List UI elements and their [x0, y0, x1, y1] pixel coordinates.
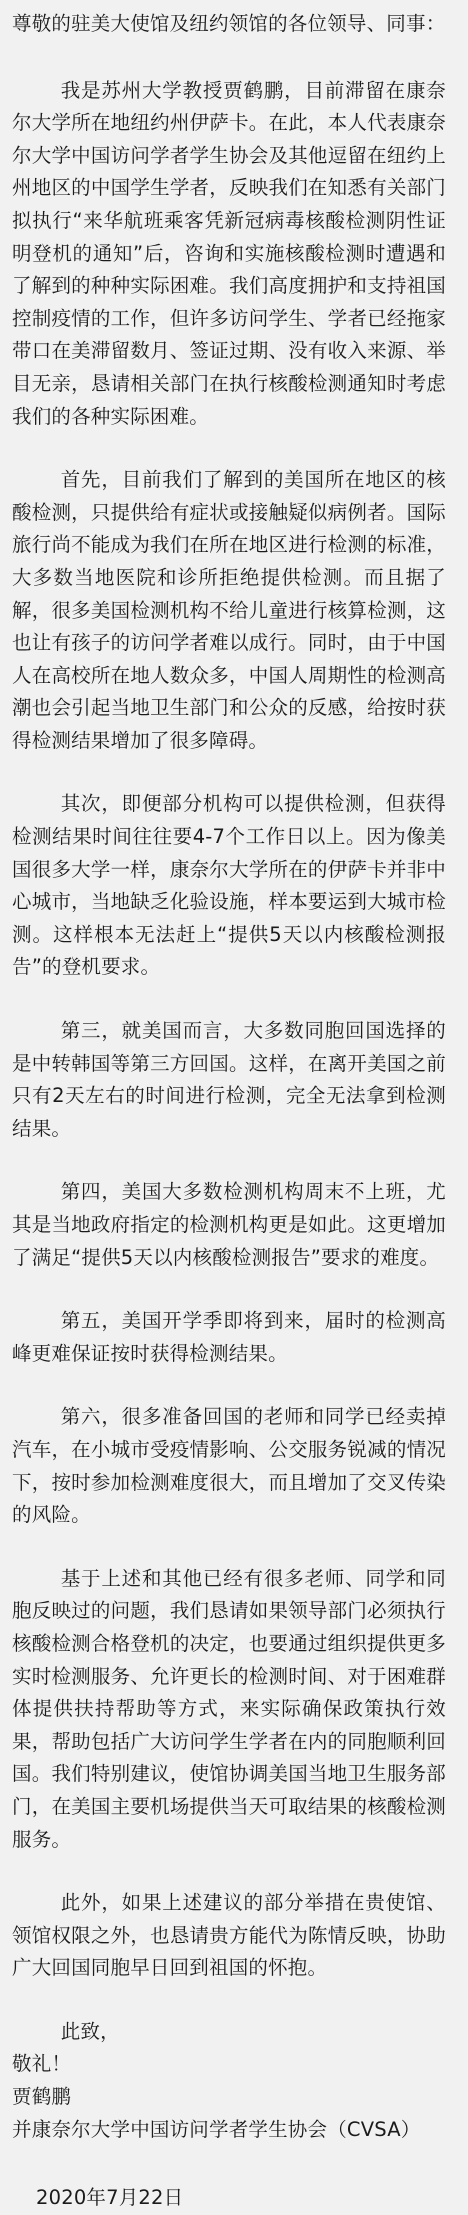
closing-cizhi: 此致，: [60, 2019, 120, 2043]
closing-jingli: 敬礼！: [12, 2052, 72, 2076]
paragraph-fifth-point: 第五，美国开学季即将到来，届时的检测高峰更难保证按时获得检测结果。: [12, 1309, 446, 1365]
letter-closing: [12, 2016, 446, 2215]
paragraph-third-point: 第三，就美国而言，大多数同胞回国选择的是中转韩国等第三方回国。这样，在离开美国之前只有2天左右的时间进行检测，完全无法拿到检测结果。: [12, 1019, 446, 1140]
paragraph-fourth-point: 第四，美国大多数检测机构周末不上班，尤其是当地政府指定的检测机构更是如此。这更增加了满足“提供5天以内核酸检测报告”要求的难度。: [12, 1180, 446, 1269]
letter-salutation: 尊敬的驻美大使馆及纽约领馆的各位领导、同事：: [12, 12, 446, 35]
paragraph-request: 基于上述和其他已经有很多老师、同学和同胞反映过的问题，我们恳请如果领导部门必须执行核酸检测合格登机的决定，也要通过组织提供更多实时检测服务、允许更长的检测时间、对于困难群体提供扶持帮助等方式，来实际确保政策执行效果，帮助包括广大访问学生学者在内的同胞顺利回国。我们特别建议，使馆协调美国当地卫生服务部门，在美国主要机场提供当天可取结果的核酸检测服务。: [12, 1566, 446, 1851]
paragraph-sixth-point: 第六，很多准备回国的老师和同学已经卖掉汽车，在小城市受疫情影响、公交服务锐减的情况下，按时参加检测难度很大，而且增加了交叉传染的风险。: [12, 1405, 446, 1527]
letter-date: 2020年7月22日: [36, 2186, 184, 2210]
signer-organization: 并康奈尔大学中国访问学者学生协会（CVSA）: [12, 2117, 421, 2141]
paragraph-second-point: 其次，即便部分机构可以提供检测，但获得检测结果时间往往要4-7个工作日以上。因为像美国很多大学一样，康奈尔大学所在的伊萨卡并非中心城市，当地缺乏化验设施，样本要运到大城市检测。这样根本无法赶上“提供5天以内核酸检测报告”的登机要求。: [12, 792, 446, 979]
paragraph-intro: 我是苏州大学教授贾鹤鹏，目前滞留在康奈尔大学所在地纽约州伊萨卡。在此，本人代表康奈尔大学中国访问学者学生协会及其他逗留在纽约上州地区的中国学生学者，反映我们在知悉有关部门拟执行“来华航班乘客凭新冠病毒核酸检测阴性证明登机的通知”后，咨询和实施核酸检测时遭遇和了解到的种种实际困难。我们高度拥护和支持祖国控制疫情的工作，但许多访问学生、学者已经拖家带口在美滞留数月、签证过期、没有收入来源、举目无亲，恳请相关部门在执行核酸检测通知时考虑我们的各种实际困难。: [12, 78, 446, 428]
paragraph-additional: 此外，如果上述建议的部分举措在贵使馆、领馆权限之外，也恳请贵方能代为陈情反映，协助广大回国同胞早日回到祖国的怀抱。: [12, 1891, 446, 1980]
signer-name: 贾鹤鹏: [12, 2085, 72, 2109]
paragraph-first-point: 首先，目前我们了解到的美国所在地区的核酸检测，只提供给有症状或接触疑似病例者。国际旅行尚不能成为我们在所在地区进行检测的标准，大多数当地医院和诊所拒绝提供检测。而且据了解，很多美国检测机构不给儿童进行核算检测，这也让有孩子的访问学者难以成行。同时，由于中国人在高校所在地人数众多，中国人周期性的检测高潮也会引起当地卫生部门和公众的反感，给按时获得检测结果增加了很多障碍。: [12, 468, 446, 752]
